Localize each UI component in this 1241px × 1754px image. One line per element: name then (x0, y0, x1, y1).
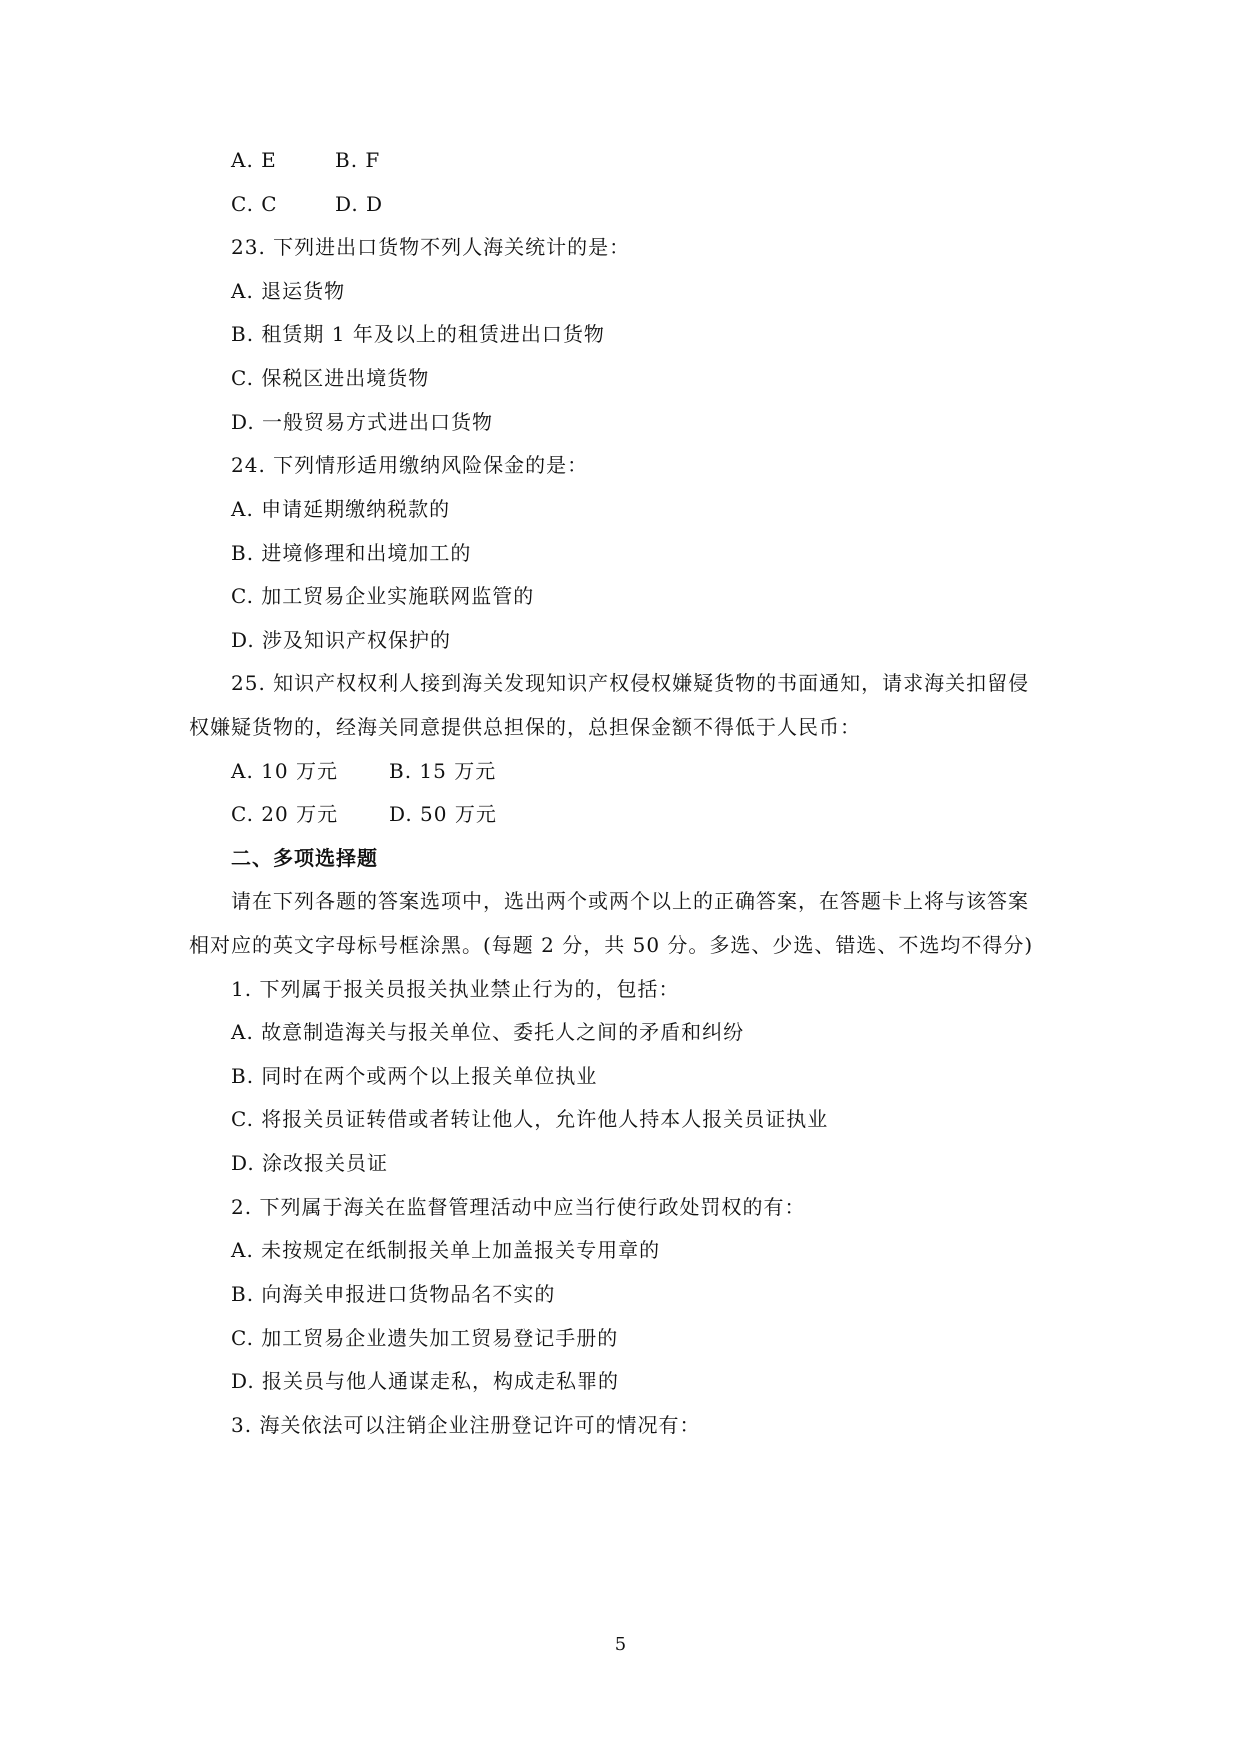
m1-option-d: D. 涂改报关员证 (231, 1151, 389, 1175)
m2-option-c: C. 加工贸易企业遗失加工贸易登记手册的 (231, 1326, 619, 1350)
q25-options-row2 (231, 801, 497, 827)
option-a: A. 10 万元 (231, 759, 338, 783)
m1-option-b: B. 同时在两个或两个以上报关单位执业 (231, 1064, 598, 1088)
option-c: C. C (231, 192, 278, 216)
m1-option-a: A. 故意制造海关与报关单位、委托人之间的矛盾和纠纷 (231, 1020, 745, 1044)
q23-option-d: D. 一般贸易方式进出口货物 (231, 410, 494, 434)
option-b: B. 15 万元 (389, 759, 497, 783)
q24-option-c: C. 加工贸易企业实施联网监管的 (231, 584, 535, 608)
q23-option-c: C. 保税区进出境货物 (231, 366, 430, 390)
q22-options-row2 (231, 191, 384, 217)
q24-stem: 24. 下列情形适用缴纳风险保金的是： (231, 453, 589, 477)
q23-option-a: A. 退运货物 (231, 279, 346, 303)
option-d: D. 50 万元 (389, 802, 497, 826)
option-d: D. D (335, 192, 384, 216)
m2-stem: 2. 下列属于海关在监督管理活动中应当行使行政处罚权的有： (231, 1195, 806, 1219)
section-instruction-line1: 请在下列各题的答案选项中，选出两个或两个以上的正确答案，在答题卡上将与该答案 (231, 889, 1029, 913)
m2-option-b: B. 向海关申报进口货物品名不实的 (231, 1282, 556, 1306)
section-instruction-line2: 相对应的英文字母标号框涂黑。(每题 2 分，共 50 分。多选、少选、错选、不选均不得分) (189, 933, 1034, 957)
q22-options-row1 (231, 147, 381, 173)
m2-option-a: A. 未按规定在纸制报关单上加盖报关专用章的 (231, 1238, 661, 1262)
option-a: A. E (231, 148, 277, 172)
section-heading: 二、多项选择题 (231, 846, 378, 870)
q25-stem-line2: 权嫌疑货物的，经海关同意提供总担保的，总担保金额不得低于人民币： (189, 715, 861, 739)
m1-option-c: C. 将报关员证转借或者转让他人，允许他人持本人报关员证执业 (231, 1107, 829, 1131)
q23-stem: 23. 下列进出口货物不列人海关统计的是： (231, 235, 631, 259)
q25-stem-line1: 25. 知识产权权利人接到海关发现知识产权侵权嫌疑货物的书面通知，请求海关扣留侵 (231, 671, 1030, 695)
m3-stem: 3. 海关依法可以注销企业注册登记许可的情况有： (231, 1413, 701, 1437)
q24-option-d: D. 涉及知识产权保护的 (231, 628, 452, 652)
q25-options-row1 (231, 758, 497, 784)
q24-option-a: A. 申请延期缴纳税款的 (231, 497, 451, 521)
option-b: B. F (335, 148, 381, 172)
q23-option-b: B. 租赁期 1 年及以上的租赁进出口货物 (231, 322, 605, 346)
option-c: C. 20 万元 (231, 802, 339, 826)
q24-option-b: B. 进境修理和出境加工的 (231, 541, 472, 565)
m2-option-d: D. 报关员与他人通谋走私，构成走私罪的 (231, 1369, 620, 1393)
page-number: 5 (614, 1634, 627, 1655)
m1-stem: 1. 下列属于报关员报关执业禁止行为的，包括： (231, 977, 680, 1001)
